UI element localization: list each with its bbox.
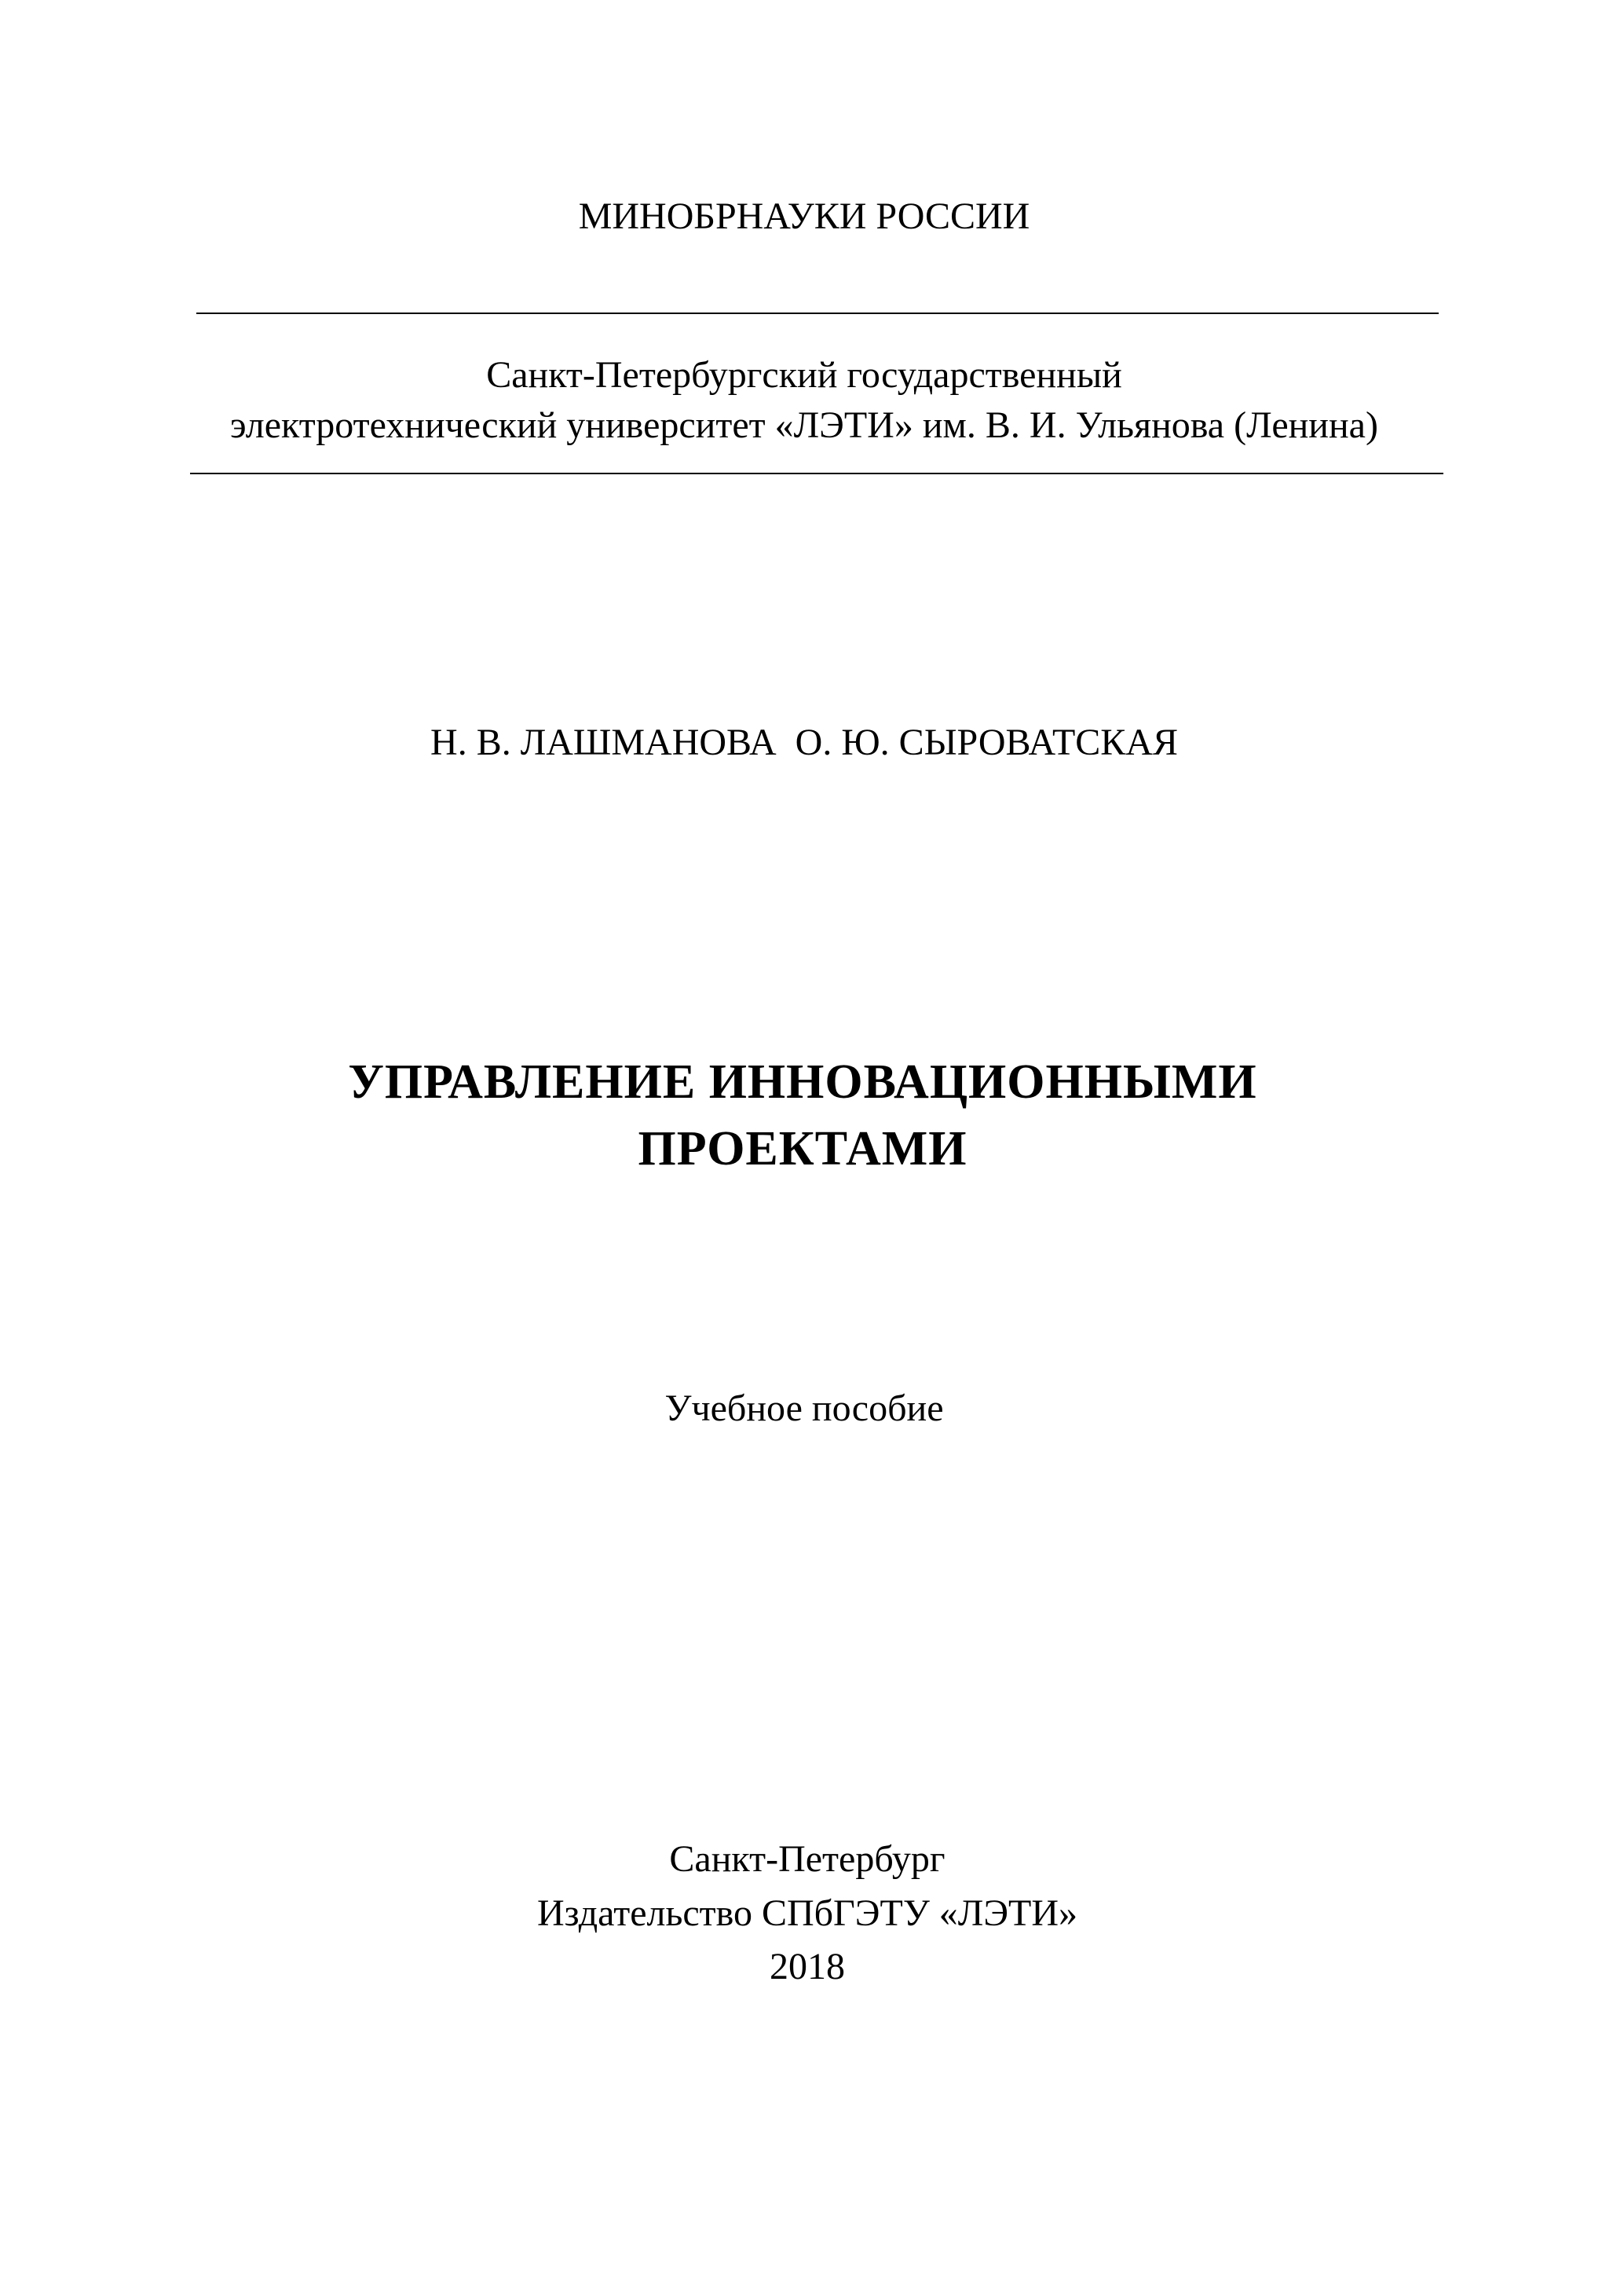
book-title-line-1: УПРАВЛЕНИЕ ИННОВАЦИОННЫМИ	[348, 1055, 1257, 1109]
authors-line: Н. В. ЛАШМАНОВА О. Ю. СЫРОВАТСКАЯ	[430, 722, 1178, 763]
ministry-label: МИНОБРНАУКИ РОССИИ	[578, 196, 1030, 237]
top-divider	[196, 313, 1439, 314]
document-type-label: Учебное пособие	[664, 1387, 944, 1429]
university-line-1: Санкт-Петербургский государственный	[486, 354, 1122, 396]
imprint-year: 2018	[770, 1946, 845, 1987]
university-divider	[190, 473, 1443, 474]
imprint-city: Санкт-Петербург	[669, 1838, 946, 1880]
imprint-publisher: Издательство СПбГЭТУ «ЛЭТИ»	[536, 1892, 1078, 1934]
university-line-2: электротехнический университет «ЛЭТИ» им. В. И. Ульянова (Ленина)	[230, 404, 1378, 446]
book-title-line-2: ПРОЕКТАМИ	[638, 1122, 967, 1175]
